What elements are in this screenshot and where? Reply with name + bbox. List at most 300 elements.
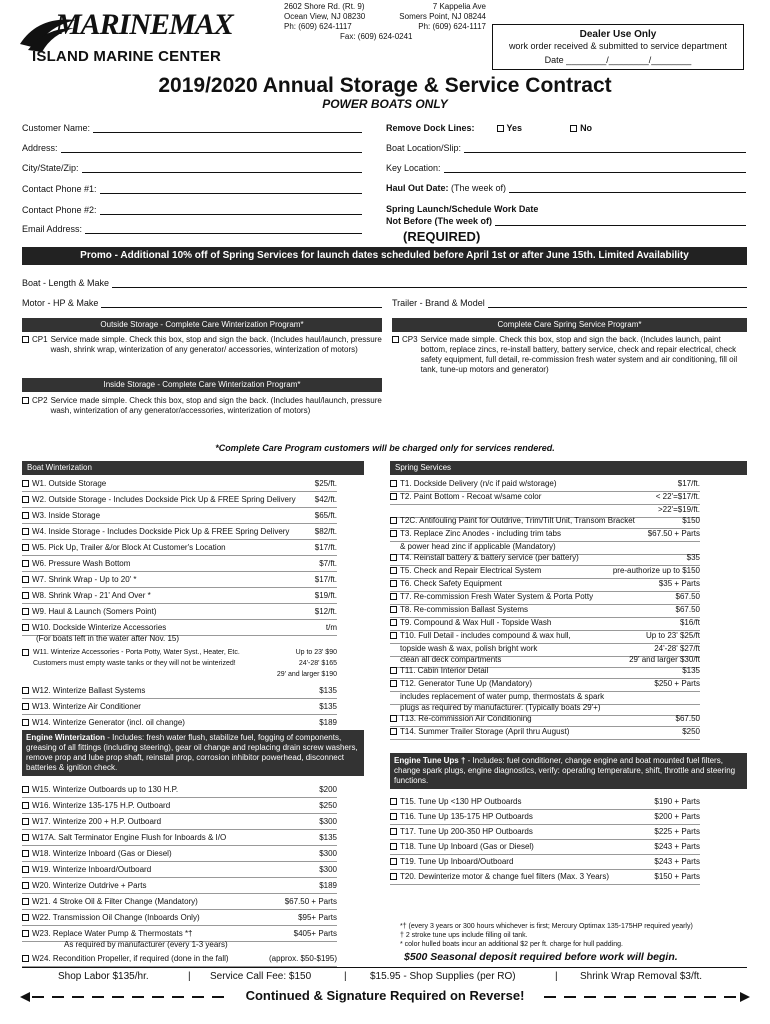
spring-item bbox=[390, 655, 700, 665]
winterization-item[interactable] bbox=[22, 623, 337, 633]
item-label: W18. Winterize Inboard (Gas or Diesel) bbox=[32, 849, 172, 858]
item-price: $200 + Parts bbox=[654, 812, 700, 821]
winterization-item[interactable] bbox=[22, 511, 337, 521]
item-price: $67.50 + Parts bbox=[647, 529, 700, 538]
engine-winterization-box bbox=[22, 730, 364, 776]
w11-label: W11. Winterize Accessories - Porta Potty, Water Syst., Heater, Etc. bbox=[33, 649, 240, 656]
trailer-brand-field[interactable] bbox=[392, 298, 747, 308]
checkbox-icon bbox=[390, 715, 397, 722]
field-label: Boat Location/Slip: bbox=[386, 143, 462, 153]
item-label: W3. Inside Storage bbox=[32, 511, 101, 520]
engine-tune-ups-title: Engine Tune Ups † bbox=[394, 756, 466, 765]
separator: | bbox=[188, 971, 191, 982]
customer-name-field[interactable] bbox=[22, 123, 362, 133]
checkbox-icon bbox=[22, 898, 29, 905]
item-label: W23. Replace Water Pump & Thermostats *† bbox=[32, 929, 193, 938]
checkbox-icon bbox=[22, 802, 29, 809]
checkbox-icon bbox=[390, 813, 397, 820]
checkbox-icon bbox=[390, 480, 397, 487]
field-label: City/State/Zip: bbox=[22, 163, 79, 173]
winterization-item[interactable] bbox=[22, 686, 337, 696]
spring-item bbox=[390, 542, 700, 552]
shop-supplies: $15.95 - Shop Supplies (per RO) bbox=[370, 971, 516, 982]
cp1-code: CP1 bbox=[32, 335, 48, 344]
logo-main: MARINEMAX bbox=[55, 8, 233, 41]
item-price: $200 bbox=[319, 785, 337, 794]
winterization-item[interactable] bbox=[22, 881, 337, 891]
item-price: 24'-28' $27/ft bbox=[654, 644, 700, 653]
item-label: T3. Replace Zinc Anodes - including trim tabs bbox=[400, 529, 561, 538]
cp2-option[interactable] bbox=[22, 396, 382, 416]
winterization-item[interactable] bbox=[22, 954, 337, 964]
item-label: plugs as required by manufacturer. (Typically boats 29'+) bbox=[400, 703, 601, 712]
item-price: $12/ft. bbox=[314, 607, 337, 616]
page-title: 2019/2020 Annual Storage & Service Contract bbox=[158, 74, 612, 97]
spring-item[interactable] bbox=[390, 516, 700, 526]
indent bbox=[390, 655, 400, 665]
item-price: $17/ft. bbox=[314, 543, 337, 552]
spring-launch-label: Spring Launch/Schedule Work Date bbox=[386, 204, 539, 214]
checkbox-icon bbox=[390, 632, 397, 639]
outside-storage-bar: Outside Storage - Complete Care Winterization Program* bbox=[22, 318, 382, 332]
separator: | bbox=[344, 971, 347, 982]
checkbox-icon bbox=[390, 517, 397, 524]
item-label: T2. Paint Bottom - Recoat w/same color bbox=[400, 492, 542, 501]
dealer-title: Dealer Use Only bbox=[579, 29, 657, 40]
item-price: $243 + Parts bbox=[654, 842, 700, 851]
row-divider bbox=[22, 587, 337, 588]
engine-winterization-text: - Includes: fresh water flush, stabilize fuel, fogging of components, greasing of all fittings (including steering), gear oil change and replacing drain screw washers, remove prop and lube prop shaft, reinstall prop, corrosion inhibitor powerhead, disconnect batteries & ignition check. bbox=[26, 733, 358, 772]
item-price: >22'=$19/ft. bbox=[657, 505, 700, 514]
checkbox-icon bbox=[22, 866, 29, 873]
item-price: $135 bbox=[682, 666, 700, 675]
checkbox-icon bbox=[22, 512, 29, 519]
checkbox-icon bbox=[22, 834, 29, 841]
winterization-item[interactable] bbox=[22, 913, 337, 923]
item-price: t/m bbox=[325, 623, 337, 632]
motor-hp-make-field[interactable] bbox=[22, 298, 382, 308]
address-line: Ph: (609) 624-1117 bbox=[284, 22, 352, 31]
item-price: Up to 23' $25/ft bbox=[645, 631, 700, 640]
field-label: Address: bbox=[22, 143, 58, 153]
item-label: W13. Winterize Air Conditioner bbox=[32, 702, 141, 711]
item-label: W19. Winterize Inboard/Outboard bbox=[32, 865, 152, 874]
item-price: 29' and larger $30/ft bbox=[629, 655, 700, 664]
item-label: W2. Outside Storage - Includes Dockside Pick Up & FREE Spring Delivery bbox=[32, 495, 296, 504]
row-divider bbox=[22, 714, 337, 715]
item-label: topside wash & wax, polish bright work bbox=[400, 644, 538, 653]
row-divider bbox=[22, 925, 337, 926]
indent bbox=[390, 542, 400, 552]
indent bbox=[390, 505, 400, 515]
spring-item bbox=[390, 505, 700, 515]
item-price: $67.50 + Parts bbox=[284, 897, 337, 906]
field-label: Customer Name: bbox=[22, 123, 91, 133]
checkbox-icon bbox=[22, 480, 29, 487]
checkbox-icon bbox=[22, 496, 29, 503]
item-label: W1. Outside Storage bbox=[32, 479, 107, 488]
spring-item[interactable] bbox=[390, 492, 700, 502]
contact-phone-1-field[interactable] bbox=[22, 184, 362, 194]
footnotes bbox=[400, 922, 750, 949]
checkbox-icon bbox=[497, 125, 504, 132]
item-label: W10. Dockside Winterize Accessories bbox=[32, 623, 167, 632]
spring-item bbox=[390, 703, 700, 713]
item-label: T18. Tune Up Inboard (Gas or Diesel) bbox=[400, 842, 534, 851]
cp3-code: CP3 bbox=[402, 335, 418, 344]
checkbox-icon bbox=[22, 397, 29, 404]
winterization-item[interactable] bbox=[22, 833, 337, 843]
field-label: Not Before (The week of) bbox=[386, 216, 493, 226]
spring-item[interactable] bbox=[390, 553, 700, 563]
spring-item[interactable] bbox=[390, 714, 700, 724]
winterization-item[interactable] bbox=[22, 929, 337, 939]
item-price: $150 + Parts bbox=[654, 872, 700, 881]
item-price: (approx. $50-$195) bbox=[268, 954, 337, 963]
checkbox-icon bbox=[22, 624, 29, 631]
checkbox-icon bbox=[390, 680, 397, 687]
checkbox-icon bbox=[390, 554, 397, 561]
w11-price: Up to 23' $90 bbox=[295, 649, 337, 656]
checkbox-icon bbox=[22, 528, 29, 535]
checkbox-icon[interactable] bbox=[22, 649, 29, 656]
spring-item bbox=[390, 692, 700, 702]
not-before-field[interactable] bbox=[386, 216, 746, 226]
item-label: T17. Tune Up 200-350 HP Outboards bbox=[400, 827, 533, 836]
item-price: $16/ft bbox=[679, 618, 700, 627]
item-price: $25/ft. bbox=[314, 479, 337, 488]
dealer-text: work order received & submitted to service department bbox=[508, 41, 728, 51]
spring-item[interactable] bbox=[390, 727, 700, 737]
item-price: $135 bbox=[319, 686, 337, 695]
yes-label: Yes bbox=[506, 123, 523, 133]
item-price: $250 + Parts bbox=[654, 679, 700, 688]
continued-note: Continued & Signature Required on Reverse! bbox=[245, 988, 525, 1003]
row-divider bbox=[22, 893, 337, 894]
spring-item[interactable] bbox=[390, 827, 700, 837]
checkbox-icon bbox=[390, 567, 397, 574]
item-label: includes replacement of water pump, thermostats & spark bbox=[400, 692, 605, 701]
field-label: Boat - Length & Make bbox=[22, 278, 110, 288]
indent bbox=[390, 703, 400, 713]
indent bbox=[390, 692, 400, 702]
item-price: $7/ft. bbox=[319, 559, 337, 568]
shop-labor: Shop Labor $135/hr. bbox=[58, 971, 149, 982]
contact-phone-2-field[interactable] bbox=[22, 205, 362, 215]
w10-note: (For boats left in the water after Nov. 15) bbox=[36, 634, 180, 643]
checkbox-icon bbox=[22, 703, 29, 710]
checkbox-icon bbox=[392, 336, 399, 343]
item-label: T12. Generator Tune Up (Mandatory) bbox=[400, 679, 533, 688]
item-label: T14. Summer Trailer Storage (April thru August) bbox=[400, 727, 570, 736]
row-divider bbox=[22, 507, 337, 508]
item-price: $95+ Parts bbox=[298, 913, 337, 922]
item-label: T10. Full Detail - includes compound & wax hull, bbox=[400, 631, 571, 640]
checkbox-icon bbox=[22, 882, 29, 889]
checkbox-icon bbox=[390, 728, 397, 735]
city-state-zip-field[interactable] bbox=[22, 163, 362, 173]
item-label: W14. Winterize Generator (incl. oil change) bbox=[32, 718, 185, 727]
item-label: T8. Re-commission Ballast Systems bbox=[400, 605, 529, 614]
row-divider bbox=[22, 619, 337, 620]
item-label: W17A. Salt Terminator Engine Flush for Inboards & I/O bbox=[32, 833, 227, 842]
item-label: T11. Cabin Interior Detail bbox=[400, 666, 489, 675]
checkbox-icon bbox=[22, 818, 29, 825]
item-price: $82/ft. bbox=[314, 527, 337, 536]
checkbox-icon bbox=[22, 687, 29, 694]
item-label: T9. Compound & Wax Hull - Topside Wash bbox=[400, 618, 552, 627]
item-label: T6. Check Safety Equipment bbox=[400, 579, 502, 588]
row-divider bbox=[390, 884, 700, 885]
item-price: $250 bbox=[319, 801, 337, 810]
footnote: *† (every 3 years or 300 hours whichever is first; Mercury Optimax 135-175HP required yearly) bbox=[400, 923, 693, 930]
item-price: $135 bbox=[319, 702, 337, 711]
spring-item[interactable] bbox=[390, 857, 700, 867]
row-divider bbox=[22, 491, 337, 492]
engine-tune-ups-box bbox=[390, 753, 747, 789]
checkbox-icon bbox=[390, 530, 397, 537]
item-price: $300 bbox=[319, 817, 337, 826]
winterization-item[interactable] bbox=[22, 543, 337, 553]
boat-winterization-bar: Boat Winterization bbox=[22, 461, 364, 475]
cp3-option[interactable] bbox=[392, 335, 747, 375]
field-label: Trailer - Brand & Model bbox=[392, 298, 485, 308]
item-label: T15. Tune Up <130 HP Outboards bbox=[400, 797, 522, 806]
row-divider bbox=[22, 797, 337, 798]
checkbox-icon bbox=[22, 719, 29, 726]
item-price: $150 bbox=[682, 516, 700, 525]
address-somers-point bbox=[388, 2, 486, 32]
field-label: Email Address: bbox=[22, 224, 83, 234]
spring-item bbox=[390, 644, 700, 654]
cp2-code: CP2 bbox=[32, 396, 48, 405]
item-label: W5. Pick Up, Trailer &/or Block At Customer's Location bbox=[32, 543, 226, 552]
fax: Fax: (609) 624-0241 bbox=[340, 32, 413, 41]
w11-note: Customers must empty waste tanks or they will not be winterized! bbox=[33, 660, 236, 667]
cp3-text: Service made simple. Check this box, stop and sign the back. (Includes launch, paint bottom, replace zincs, re-install battery, battery service, check and repair electrical, check safety equipment, full detail, re-commission fresh water system and air conditioning, fill oil tank, tune-up motors and generator) bbox=[420, 335, 738, 374]
checkbox-icon bbox=[22, 955, 29, 962]
yes-option[interactable] bbox=[497, 123, 523, 133]
row-divider bbox=[22, 861, 337, 862]
checkbox-icon bbox=[390, 493, 397, 500]
item-label: W12. Winterize Ballast Systems bbox=[32, 686, 146, 695]
winterization-item[interactable] bbox=[22, 817, 337, 827]
checkbox-icon bbox=[22, 560, 29, 567]
item-label: W9. Haul & Launch (Somers Point) bbox=[32, 607, 157, 616]
checkbox-icon bbox=[22, 592, 29, 599]
winterization-item[interactable] bbox=[22, 495, 337, 505]
item-price: $189 bbox=[319, 718, 337, 727]
row-divider bbox=[390, 854, 700, 855]
item-price: $190 + Parts bbox=[654, 797, 700, 806]
key-location-field[interactable] bbox=[386, 163, 746, 173]
address-field[interactable] bbox=[22, 143, 362, 153]
spring-item[interactable] bbox=[390, 797, 700, 807]
checkbox-icon bbox=[390, 593, 397, 600]
w23-note: As required by manufacturer (every 1-3 years) bbox=[64, 940, 228, 949]
logo-sub: ISLAND MARINE CENTER bbox=[32, 48, 222, 65]
spring-item[interactable] bbox=[390, 605, 700, 615]
checkbox-icon bbox=[22, 850, 29, 857]
winterization-item[interactable] bbox=[22, 702, 337, 712]
item-label: W21. 4 Stroke Oil & Filter Change (Mandatory) bbox=[32, 897, 198, 906]
no-option[interactable] bbox=[570, 123, 592, 133]
winterization-item[interactable] bbox=[22, 849, 337, 859]
w11-price: 29' and larger $190 bbox=[276, 671, 337, 678]
item-label: T2C. Antifouling Paint for Outdrive, Trim/Tilt Unit, Transom Bracket bbox=[400, 516, 635, 525]
winterization-item[interactable] bbox=[22, 785, 337, 795]
item-label: W6. Pressure Wash Bottom bbox=[32, 559, 131, 568]
checkbox-icon bbox=[22, 930, 29, 937]
row-divider bbox=[390, 824, 700, 825]
item-label: T7. Re-commission Fresh Water System & Porta Potty bbox=[400, 592, 594, 601]
checkbox-icon bbox=[22, 576, 29, 583]
spring-item[interactable] bbox=[390, 529, 700, 539]
cp2-text: Service made simple. Check this box, stop and sign the back. (Includes haul/launch, pressure wash, winterization of any generator/accessories, winterization of motors) bbox=[50, 396, 382, 415]
spring-item[interactable] bbox=[390, 842, 700, 852]
row-divider bbox=[22, 813, 337, 814]
row-divider bbox=[22, 877, 337, 878]
row-divider bbox=[22, 555, 337, 556]
field-label: Key Location: bbox=[386, 163, 441, 173]
item-label: T1. Dockside Delivery (n/c if paid w/storage) bbox=[400, 479, 557, 488]
winterization-item[interactable] bbox=[22, 527, 337, 537]
item-price: $35 bbox=[686, 553, 700, 562]
row-divider bbox=[390, 809, 700, 810]
item-price: $405+ Parts bbox=[293, 929, 337, 938]
checkbox-icon bbox=[390, 873, 397, 880]
item-price: pre-authorize up to $150 bbox=[612, 566, 700, 575]
row-divider bbox=[22, 523, 337, 524]
required-label: (REQUIRED) bbox=[403, 229, 481, 244]
checkbox-icon bbox=[22, 786, 29, 793]
item-price: $19/ft. bbox=[314, 591, 337, 600]
item-price: $35 + Parts bbox=[658, 579, 700, 588]
remove-dock-lines bbox=[386, 123, 746, 133]
inside-storage-bar: Inside Storage - Complete Care Winterization Program* bbox=[22, 378, 382, 392]
item-price: $17/ft. bbox=[677, 479, 700, 488]
haul-out-date-field[interactable] bbox=[386, 183, 746, 193]
item-label: T19. Tune Up Inboard/Outboard bbox=[400, 857, 514, 866]
winterization-item[interactable] bbox=[22, 559, 337, 569]
item-price: $67.50 bbox=[675, 592, 700, 601]
item-label: W17. Winterize 200 + H.P. Outboard bbox=[32, 817, 162, 826]
item-label: W4. Inside Storage - Includes Dockside Pick Up & FREE Spring Delivery bbox=[32, 527, 290, 536]
item-label: W22. Transmission Oil Change (Inboards Only) bbox=[32, 913, 200, 922]
row-divider bbox=[390, 869, 700, 870]
separator: | bbox=[555, 971, 558, 982]
page-subtitle: POWER BOATS ONLY bbox=[322, 97, 448, 111]
item-label: T20. Dewinterize motor & change fuel filters (Max. 3 Years) bbox=[400, 872, 609, 881]
spring-item[interactable] bbox=[390, 579, 700, 589]
row-divider bbox=[22, 909, 337, 910]
item-label: W16. Winterize 135-175 H.P. Outboard bbox=[32, 801, 171, 810]
winterization-item[interactable] bbox=[22, 479, 337, 489]
item-label: W7. Shrink Wrap - Up to 20' * bbox=[32, 575, 137, 584]
item-price: $300 bbox=[319, 849, 337, 858]
item-label: W24. Recondition Propeller, if required (done in the fall) bbox=[32, 954, 229, 963]
winterization-item[interactable] bbox=[22, 607, 337, 617]
winterization-item[interactable] bbox=[22, 718, 337, 728]
item-label: W15. Winterize Outboards up to 130 H.P. bbox=[32, 785, 179, 794]
indent bbox=[390, 644, 400, 654]
spring-item[interactable] bbox=[390, 631, 700, 641]
footnote: † 2 stroke tune ups include filling oil tank. bbox=[400, 932, 528, 939]
item-price: $17/ft. bbox=[314, 575, 337, 584]
spring-item[interactable] bbox=[390, 592, 700, 602]
item-label: T16. Tune Up 135-175 HP Outboards bbox=[400, 812, 533, 821]
spring-item[interactable] bbox=[390, 618, 700, 628]
footer-divider bbox=[22, 967, 747, 968]
winterization-item[interactable] bbox=[22, 897, 337, 907]
row-divider bbox=[22, 603, 337, 604]
item-price: $300 bbox=[319, 865, 337, 874]
item-price: $189 bbox=[319, 881, 337, 890]
cp1-option[interactable] bbox=[22, 335, 382, 355]
item-price: < 22'=$17/ft. bbox=[655, 492, 700, 501]
remove-dock-label: Remove Dock Lines: bbox=[386, 123, 475, 133]
row-divider bbox=[22, 698, 337, 699]
checkbox-icon bbox=[390, 580, 397, 587]
item-label: W8. Shrink Wrap - 21' And Over * bbox=[32, 591, 151, 600]
spring-item[interactable] bbox=[390, 872, 700, 882]
dealer-date: Date ________/________/________ bbox=[544, 55, 692, 65]
checkbox-icon bbox=[22, 608, 29, 615]
field-label: Motor - HP & Make bbox=[22, 298, 99, 308]
address-ocean-view bbox=[284, 2, 365, 32]
item-label: T5. Check and Repair Electrical System bbox=[400, 566, 542, 575]
winterization-item[interactable] bbox=[22, 801, 337, 811]
spring-item[interactable] bbox=[390, 666, 700, 676]
row-divider bbox=[22, 829, 337, 830]
email-field[interactable] bbox=[22, 224, 362, 234]
spring-item[interactable] bbox=[390, 566, 700, 576]
winterization-item[interactable] bbox=[22, 865, 337, 875]
no-label: No bbox=[580, 123, 593, 133]
field-label: Contact Phone #1: bbox=[22, 184, 97, 194]
field-label: Haul Out Date: bbox=[386, 183, 449, 193]
footnote: * color hulled boats incur an additional $2 per ft. charge for hull padding. bbox=[400, 941, 623, 948]
checkbox-icon bbox=[390, 606, 397, 613]
row-divider bbox=[390, 739, 700, 740]
boat-length-make-field[interactable] bbox=[22, 278, 747, 288]
address-line: Ph: (609) 624-1117 bbox=[418, 22, 486, 31]
spring-item[interactable] bbox=[390, 479, 700, 489]
item-price: $67.50 bbox=[675, 714, 700, 723]
service-call: Service Call Fee: $150 bbox=[210, 971, 312, 982]
item-label: W20. Winterize Outdrive + Parts bbox=[32, 881, 147, 890]
shrink-wrap-removal: Shrink Wrap Removal $3/ft. bbox=[580, 971, 703, 982]
item-label: clean all deck compartments bbox=[400, 655, 502, 664]
boat-location-field[interactable] bbox=[386, 143, 746, 153]
winterization-item[interactable] bbox=[22, 591, 337, 601]
spring-item[interactable] bbox=[390, 679, 700, 689]
spring-program-bar: Complete Care Spring Service Program* bbox=[392, 318, 747, 332]
item-price: $135 bbox=[319, 833, 337, 842]
winterization-item[interactable] bbox=[22, 575, 337, 585]
spring-services-bar: Spring Services bbox=[390, 461, 747, 475]
engine-winterization-title: Engine Winterization bbox=[26, 733, 106, 742]
checkbox-icon bbox=[390, 858, 397, 865]
checkbox-icon bbox=[390, 667, 397, 674]
address-line: 7 Kappelia Ave bbox=[432, 2, 486, 11]
checkbox-icon bbox=[570, 125, 577, 132]
engine-tune-ups-text: - Includes: fuel conditioner, change engine and boat mounted fuel filters, change spark plugs, engine diagnostics, verify: operating temperature, shift, throttle and steering functions. bbox=[394, 756, 736, 785]
item-label bbox=[400, 505, 658, 515]
item-price: $243 + Parts bbox=[654, 857, 700, 866]
spring-item[interactable] bbox=[390, 812, 700, 822]
item-price: $225 + Parts bbox=[654, 827, 700, 836]
